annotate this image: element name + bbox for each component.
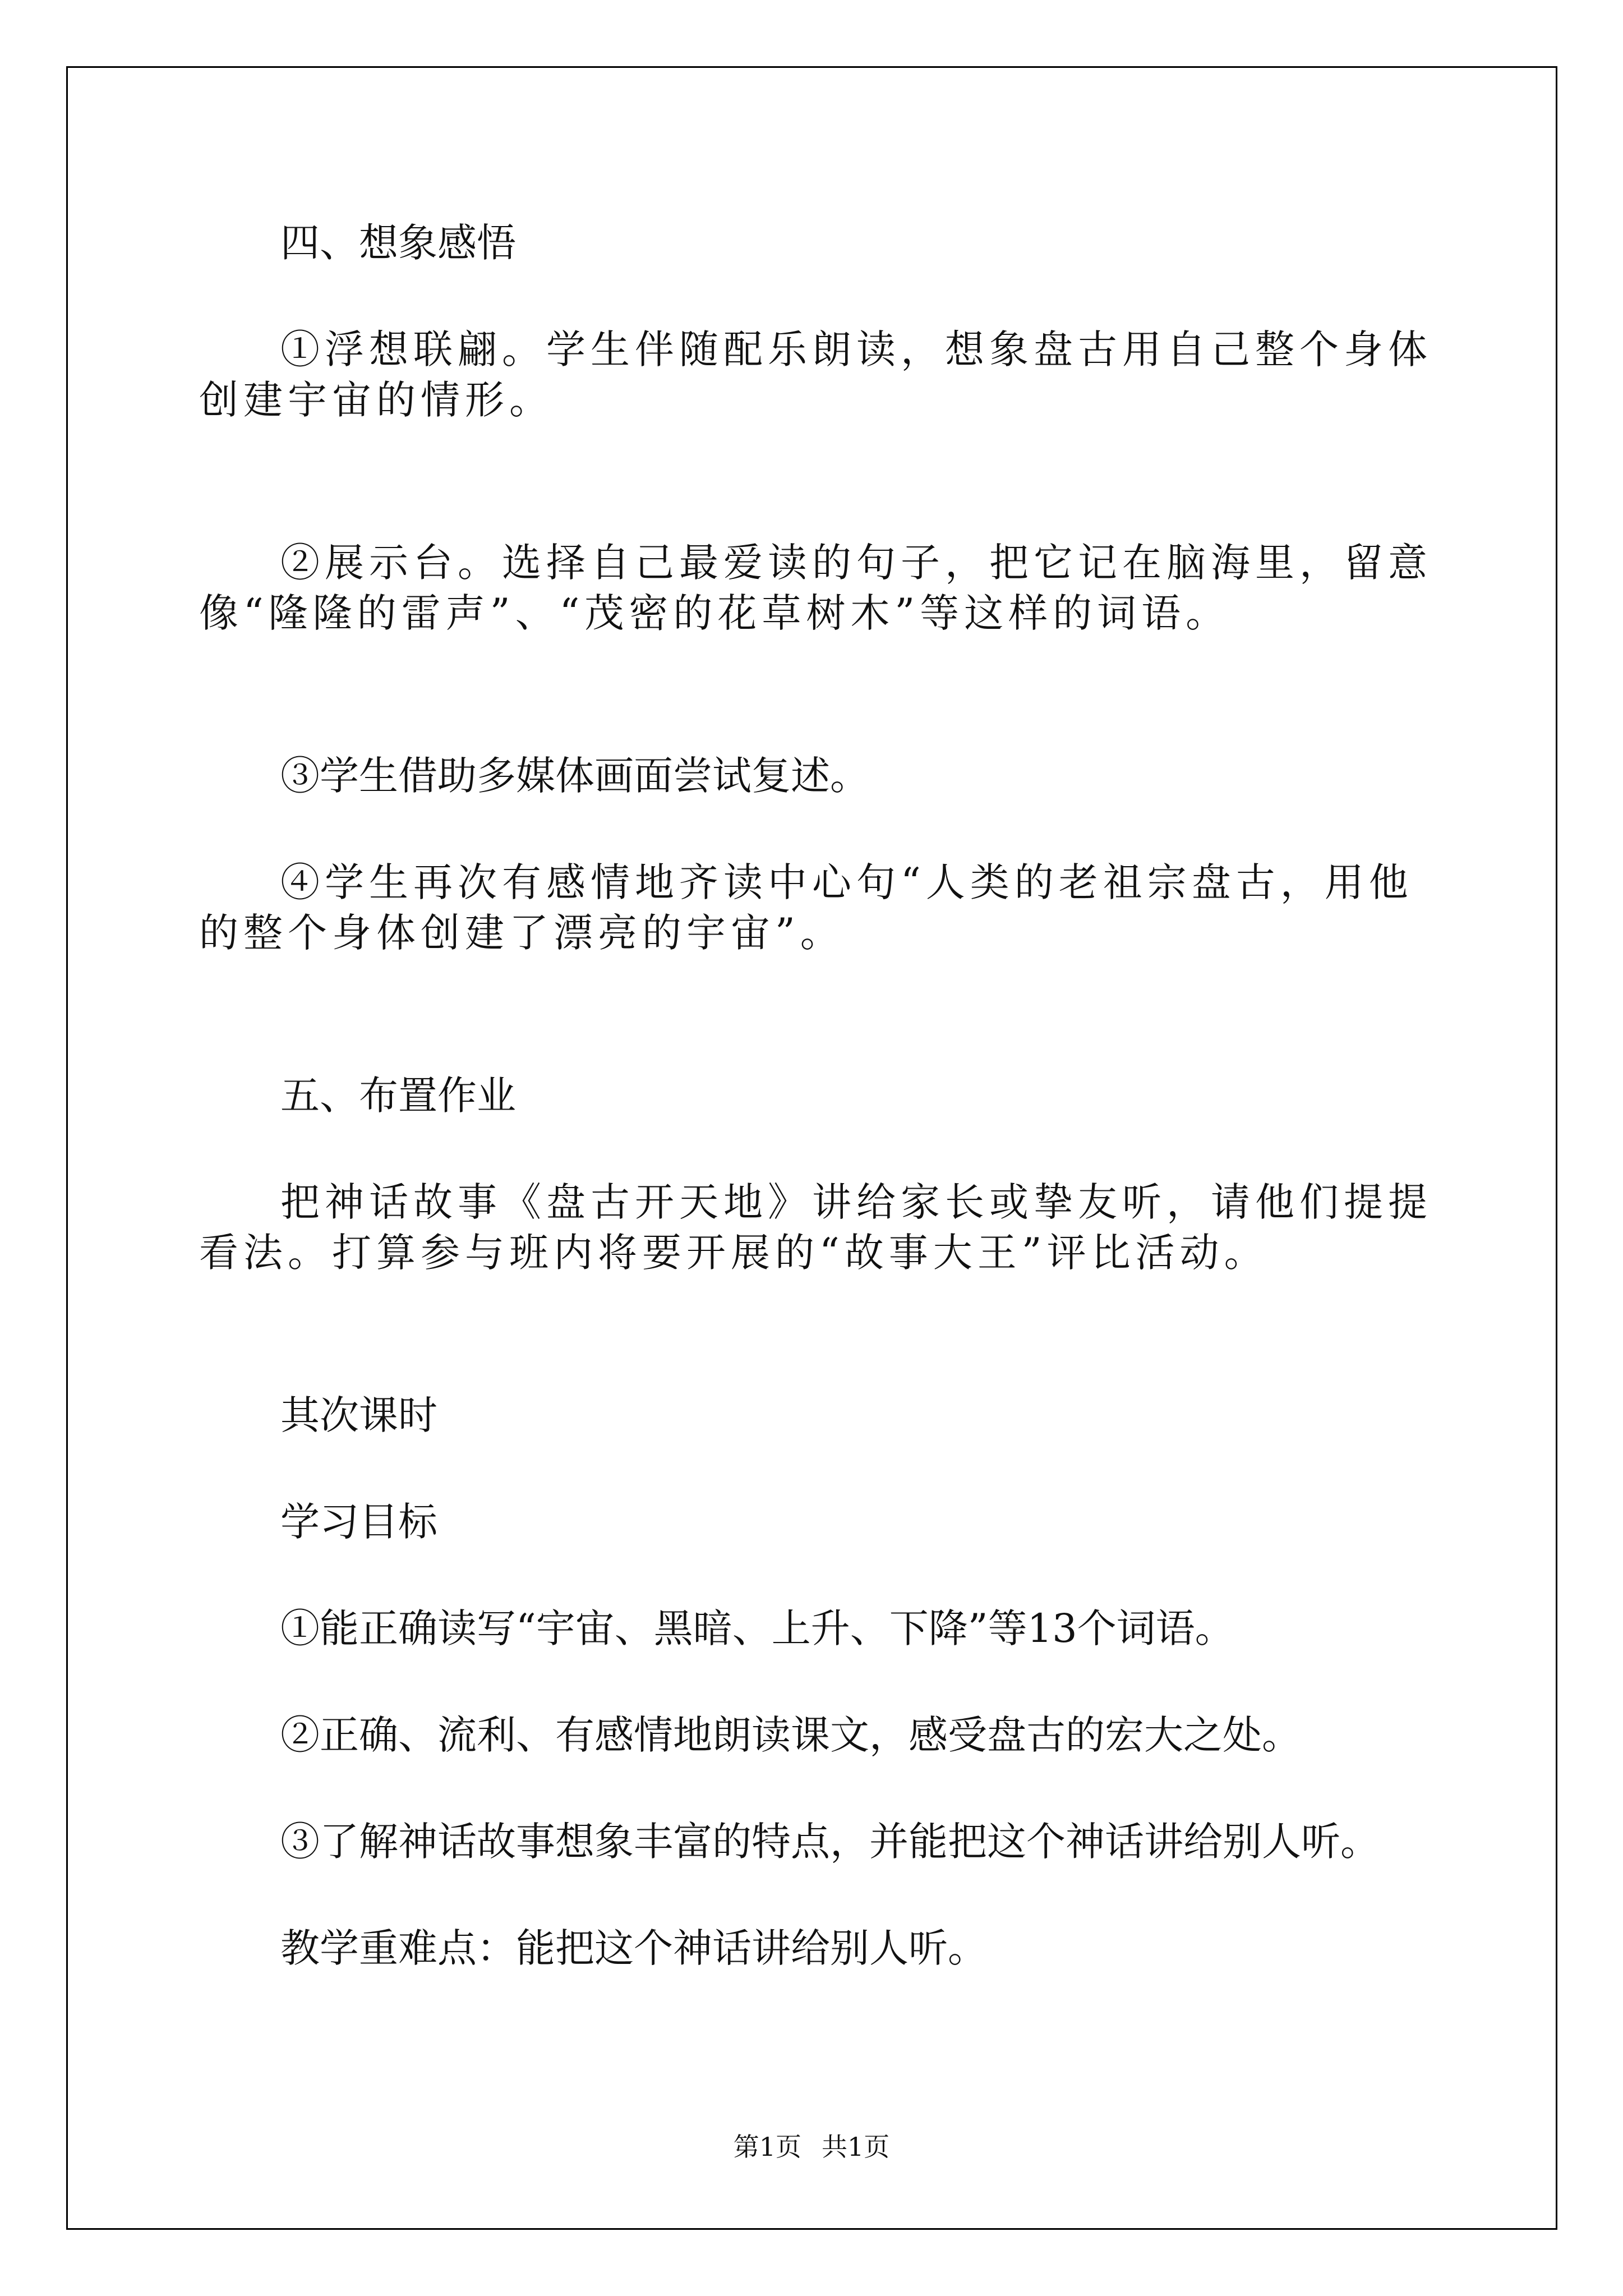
section-heading-objectives: 学习目标 [280,1499,437,1545]
list-item: ②展示台。选择自己最爱读的句子，把它记在脑海里，留意像“隆隆的雷声”、“茂密的花草树木”等这样的词语。 [199,540,1432,636]
list-item: ④学生再次有感情地齐读中心句“人类的老祖宗盘古，用他的整个身体创建了漂亮的宇宙”。 [199,859,1413,956]
page-footer [0,2130,1623,2164]
list-item: ①浮想联翩。学生伴随配乐朗读，想象盘古用自己整个身体创建宇宙的情形。 [199,326,1432,423]
homework-paragraph: 把神话故事《盘古开天地》讲给家长或挚友听，请他们提提看法。打算参与班内将要开展的“故事大王”评比活动。 [199,1179,1432,1276]
section-heading-homework: 五、布置作业 [280,1073,516,1119]
page-number: 第1页 [733,2132,801,2162]
list-item: ③学生借助多媒体画面尝试复述。 [280,753,869,799]
section-heading-imagination: 四、想象感悟 [280,220,516,266]
page-total: 共1页 [822,2132,890,2162]
list-item: ②正确、流利、有感情地朗读课文，感受盘古的宏大之处。 [280,1712,1301,1758]
list-item: ③了解神话故事想象丰富的特点，并能把这个神话讲给别人听。 [280,1819,1380,1865]
key-difficulty: 教学重难点：能把这个神话讲给别人听。 [280,1925,987,1971]
section-heading-second-lesson: 其次课时 [280,1392,437,1438]
list-item: ①能正确读写“宇宙、黑暗、上升、下降”等13个词语。 [280,1605,1234,1651]
